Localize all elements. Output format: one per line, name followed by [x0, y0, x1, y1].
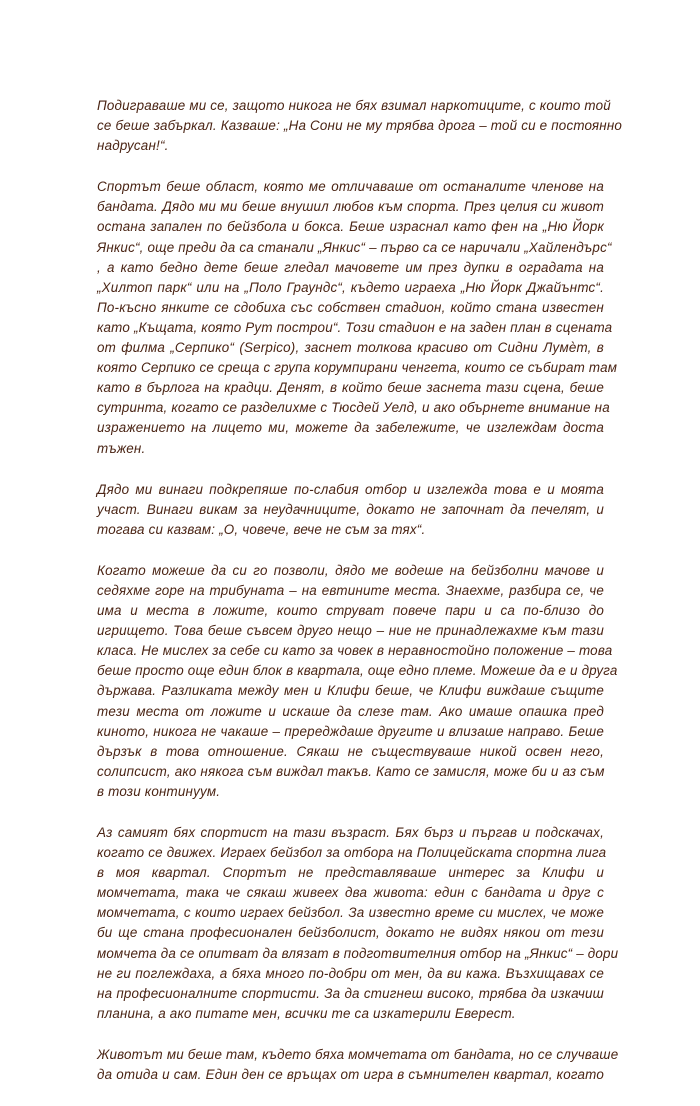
text-line: има и места в ложите, които струват повече пари и са по-близо до — [97, 603, 604, 619]
paragraph-5 — [97, 823, 619, 1024]
text-line: киното, никога не чакаше – прередждаше другите и влизаше направо. Беше — [97, 723, 604, 739]
text-line: Когато можеше да си го позволи, дядо ме водеше на бейзболни мачове и — [97, 562, 604, 578]
text-line: в моя квартал. Спортът не представляваше интерес за Клифи и — [97, 865, 604, 881]
text-line: не ги поглеждаха, а бяха много по-добри от мен, да ви кажа. Възхищавах се — [97, 965, 604, 981]
text-line: която Серпико се среща с група корумпирани ченгета, които се събират там — [97, 360, 618, 376]
text-line: от филма „Серпико“ (Serpico), заснет толкова красиво от Сидни Лумѐт, в — [97, 340, 604, 356]
text-line: сутринта, когато се разделихме с Тюсдей Уелд, и ако обърнете внимание на — [97, 400, 610, 416]
paragraph-2 — [97, 177, 618, 458]
text-line: Янкис“, още преди да са станали „Янкис“ – първо са се наричали „Хайлендърс“ — [97, 239, 612, 255]
text-line: дързък в това отношение. Сякаш не съществуваше никой освен него, — [97, 743, 604, 759]
text-line: се беше забъркал. Казваше: „На Сони не му трябва дрога – той си е постоянно — [97, 118, 623, 134]
text-line: „Хилтоп парк“ или на „Поло Граундс“, където играеха „Ню Йорк Джайънтс“. — [97, 279, 604, 295]
text-line: участ. Винаги викам за неудачниците, докато не започнат да печелят, и — [97, 501, 604, 517]
text-line: Дядо ми винаги подкрепяше по-слабия отбор и изглежда това е и моята — [97, 481, 604, 497]
text-line: Подиграваше ми се, защото никога не бях взимал наркотиците, с които той — [97, 98, 611, 113]
text-line: остана запален по бейзбола и бокса. Беше израснал като фен на „Ню Йорк — [97, 219, 604, 235]
text-line: класа. Не мислех за себе си като за човек в неравностойно положение – това — [97, 643, 613, 659]
text-line: момчетата, така че сякаш живеех два живота: един с бандата и друг с — [97, 885, 604, 901]
paragraph-6 — [97, 1045, 619, 1085]
text-line: изражението на лицето ми, можете да забележите, че изглеждам доста — [97, 420, 604, 436]
text-line: солипсист, ако някога съм виждал такъв. Като се замисля, може би и аз съм — [97, 763, 605, 779]
text-line: момчетата, с които играех бейзбол. За известно време си мислех, че може — [97, 905, 604, 921]
text-line: беше просто още един блок в квартала, още едно племе. Можеше да е и друга — [97, 663, 618, 679]
text-line: планина, а ако питате мен, всички те са изкатерили Еверест. — [97, 1005, 516, 1021]
text-line: като „Къщата, която Рут построи“. Този стадион е на заден план в сцената — [97, 319, 613, 335]
text-line: би ще стана професионален бейзболист, докато не видях някои от тези — [97, 925, 604, 941]
text-line: като в бърлога на крадци. Денят, в който беше заснета тази сцена, беше — [97, 380, 604, 396]
text-line: По-късно янките се сдобиха със собствен стадион, който стана известен — [97, 299, 604, 315]
text-line: когато се движех. Играех бейзбол за отбора на Полицейската спортна лига — [97, 845, 607, 861]
document-body — [97, 96, 623, 1106]
paragraph-4 — [97, 561, 618, 802]
text-line: игрището. Това беше съвсем друго нещо – ние не принадлежахме към тази — [97, 623, 604, 639]
text-line: тогава си казвам: „О, човече, вече не съм за тях“. — [97, 521, 426, 537]
paragraph-1 — [97, 96, 623, 156]
text-line: момчета да се опитват да влязат в подготвителния отбор на „Янкис“ – дори — [97, 945, 619, 961]
text-line: Спортът беше област, която ме отличаваше от останалите членове на — [97, 179, 604, 195]
text-line: бандата. Дядо ми ми беше внушил любов към спорта. През целия си живот — [97, 199, 604, 215]
text-line: държава. Разликата между мен и Клифи беше, че Клифи виждаше същите — [97, 683, 604, 699]
text-line: да отида и сам. Един ден се връщах от игра в съмнителен квартал, когато — [97, 1067, 604, 1083]
paragraph-3 — [97, 480, 604, 540]
text-line: тези места от ложите и искаше да слезе там. Ако имаше опашка пред — [97, 703, 604, 719]
text-line: в този континуум. — [97, 783, 221, 799]
text-line: , а като бедно дете беше гледал мачовете им през дупки в оградата на — [97, 259, 604, 275]
text-line: тъжен. — [97, 440, 146, 456]
text-line: Животът ми беше там, където бяха момчетата от бандата, но се случваше — [97, 1046, 619, 1062]
text-line: седяхме горе на трибуната – на евтините места. Знаехме, разбира се, че — [97, 582, 604, 598]
text-line: на професионалните спортисти. За да стигнеш високо, трябва да изкачиш — [97, 985, 604, 1001]
text-line: надрусан!“. — [97, 138, 169, 154]
text-line: Аз самият бях спортист на тази възраст. Бях бърз и пъргав и подскачах, — [97, 825, 604, 840]
